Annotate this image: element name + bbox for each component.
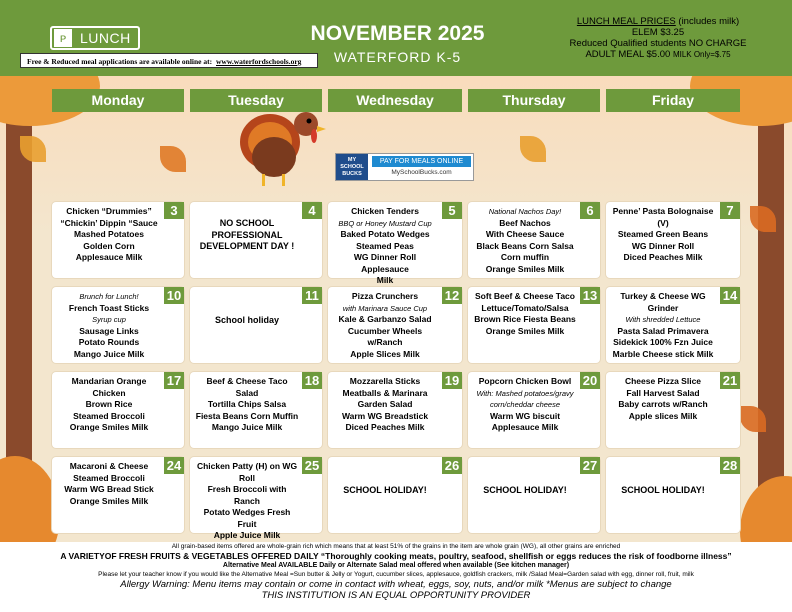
- footer-fruit-veg-note: A VARIETYOF FRESH FRUITS & VEGETABLES OFFERED DAILY “Thoroughly cooking meats, poultry, seafood, shellfish or eggs reduces the risk of foodborne illness”: [60, 551, 732, 561]
- menu-item-line: WG Dinner Roll Applesauce: [353, 252, 417, 274]
- header-banner: [0, 0, 792, 76]
- menu-item-line: Applesauce Milk: [75, 252, 143, 262]
- menu-items: [194, 315, 300, 327]
- menu-day-cell: [52, 457, 184, 533]
- day-number: 17: [164, 372, 184, 389]
- menu-item-line: Potato Rounds: [78, 337, 140, 347]
- menu-item-line: Cheese Pizza Slice: [624, 376, 702, 386]
- menu-item-line: Chicken “Drummies”: [66, 206, 152, 216]
- menu-item-line: WG Dinner Roll: [631, 240, 695, 251]
- day-number: 11: [302, 287, 322, 304]
- menu-items: [56, 461, 162, 507]
- prices-heading: LUNCH MEAL PRICES: [576, 16, 676, 27]
- menu-item-line: Popcorn Chicken Bowl: [478, 376, 572, 386]
- menu-item-line: With Cheese Sauce: [485, 229, 565, 239]
- menu-item-line: Mandarian Orange Chicken: [71, 376, 147, 398]
- menu-item-line: Lettuce/Tomato/Salsa: [481, 302, 569, 313]
- menu-item-line: Syrup cup: [92, 315, 126, 324]
- menu-items: [472, 376, 578, 434]
- day-number: 7: [720, 202, 740, 219]
- price-reduced: Reduced Qualified students NO CHARGE: [569, 38, 747, 49]
- menu-item-line: French Toast Sticks: [68, 302, 150, 313]
- menu-item-line: Fall Harvest Salad: [626, 387, 700, 398]
- menu-items: [472, 485, 578, 497]
- price-elem: ELEM $3.25: [631, 27, 685, 38]
- menu-item-line: Brown Rice Fiesta Beans: [474, 314, 576, 324]
- menu-items: [472, 291, 578, 337]
- myschoolbucks-site[interactable]: MySchoolBucks.com: [391, 169, 452, 176]
- fork-icon: ᴘ: [54, 29, 72, 47]
- day-header-thursday: Thursday: [468, 89, 600, 112]
- menu-item-line: BBQ or Honey Mustard Cup: [338, 218, 432, 228]
- menu-items: [194, 218, 300, 253]
- menu-items: [472, 206, 578, 275]
- menu-item-line: Applesauce Milk: [491, 422, 559, 432]
- menu-item-line: Soft Beef & Cheese Taco: [475, 291, 575, 301]
- menu-item-line: Orange Smiles Milk: [69, 495, 149, 506]
- menu-item-line: Steamed Green Beans: [617, 229, 709, 239]
- day-number: 24: [164, 457, 184, 474]
- menu-item-line: Apple Juice Milk: [213, 530, 281, 540]
- lunch-label: LUNCH: [80, 30, 131, 46]
- menu-item-line: Fiesta Beans Corn Muffin: [195, 410, 299, 421]
- menu-item-line: SCHOOL HOLIDAY!: [621, 485, 705, 495]
- menu-item-line: Black Beans Corn Salsa: [476, 240, 574, 251]
- menu-items: [56, 291, 162, 360]
- menu-day-cell: [52, 287, 184, 363]
- menu-item-line: Macaroni & Cheese: [69, 461, 149, 471]
- menu-item-line: Brunch for Lunch!: [79, 292, 139, 301]
- footer-equal-opportunity: THIS INSTITUTION IS AN EQUAL OPPORTUNITY PROVIDER: [261, 590, 531, 601]
- menu-item-line: With shredded Lettuce: [625, 315, 701, 324]
- menu-item-line: PROFESSIONAL: [211, 229, 283, 240]
- menu-day-cell: [52, 372, 184, 448]
- menu-item-line: Diced Peaches Milk: [345, 422, 425, 432]
- day-number: 28: [720, 457, 740, 474]
- menu-item-line: National Nachos Day!: [488, 207, 562, 216]
- menu-item-line: Brown Rice: [85, 399, 133, 409]
- menu-item-line: Steamed Peas: [356, 240, 414, 251]
- menu-item-line: Baked Potato Wedges: [340, 229, 430, 239]
- menu-item-line: Beef Nachos: [499, 217, 551, 228]
- menu-items: [332, 206, 438, 287]
- menu-item-line: Pizza Crunchers: [351, 291, 419, 301]
- day-number: 25: [302, 457, 322, 474]
- menu-item-line: “Chickin’ Dippin “Sauce: [60, 217, 158, 228]
- bush-right: [740, 476, 792, 552]
- meal-prices: [538, 16, 778, 60]
- menu-item-line: Baby carrots w/Ranch: [618, 399, 708, 409]
- menu-item-line: Mozzarella Sticks: [349, 376, 421, 386]
- menu-item-line: Warm WG Breadstick: [341, 410, 429, 421]
- bush-left: [0, 456, 60, 552]
- menu-day-cell: [328, 287, 462, 363]
- menu-items: [332, 485, 438, 497]
- menu-item-line: Cucumber Wheels w/Ranch: [347, 325, 423, 347]
- day-number: 14: [720, 287, 740, 304]
- menu-day-cell: [606, 457, 740, 533]
- footer-grain-note: All grain-based items offered are whole-grain rich which means that at least 51% of the grains in the item are whole grain (WG), all other grains are enriched: [171, 543, 621, 550]
- footer-allergy-warning: Allergy Warning: Menu items may contain or come in contact with wheat, eggs, soy, nuts, and/or milk *Menus are subject to change: [120, 579, 672, 590]
- turkey-icon: [232, 102, 327, 188]
- menu-day-cell: [468, 372, 600, 448]
- menu-item-line: Diced Peaches Milk: [623, 252, 703, 262]
- menu-items: [610, 485, 716, 497]
- menu-item-line: Turkey & Cheese WG Grinder: [620, 291, 706, 313]
- application-text: Free & Reduced meal applications are available online at:: [27, 57, 213, 66]
- menu-item-line: Potato Wedges Fresh Fruit: [203, 507, 291, 529]
- menu-day-cell: [190, 372, 322, 448]
- myschoolbucks-logo: MY SCHOOL BUCKS: [336, 154, 368, 180]
- menu-item-line: Penne’ Pasta Bolognaise (V): [612, 206, 714, 228]
- page-subtitle: WATERFORD K-5: [333, 49, 462, 65]
- day-number: 26: [442, 457, 462, 474]
- menu-day-cell: [328, 372, 462, 448]
- menu-item-line: Golden Corn: [83, 240, 135, 251]
- menu-item-line: With: Mashed potatoes/gravy: [476, 388, 574, 398]
- menu-item-line: Mashed Potatoes: [74, 229, 144, 239]
- page-title: NOVEMBER 2025: [310, 22, 485, 45]
- menu-item-line: Orange Smiles Milk: [485, 263, 565, 274]
- day-header-friday: Friday: [606, 89, 740, 112]
- menu-day-cell: [190, 202, 322, 278]
- menu-item-line: Tortilla Chips Salsa: [207, 399, 287, 409]
- menu-item-line: Milk: [376, 275, 394, 285]
- menu-item-line: Orange Smiles Milk: [69, 422, 149, 432]
- menu-item-line: Mango Juice Milk: [211, 422, 283, 432]
- application-notice: [20, 53, 318, 68]
- price-milk: MILK Only=$.75: [672, 50, 731, 59]
- menu-item-line: Steamed Broccoli: [73, 472, 145, 483]
- pay-online-label: PAY FOR MEALS ONLINE: [372, 156, 471, 167]
- menu-item-line: with Marinara Sauce Cup: [342, 303, 428, 313]
- day-number: 12: [442, 287, 462, 304]
- menu-item-line: Marble Cheese stick Milk: [612, 348, 714, 359]
- menu-day-cell: [52, 202, 184, 278]
- menu-items: [194, 461, 300, 542]
- day-number: 18: [302, 372, 322, 389]
- menu-day-cell: [190, 287, 322, 363]
- menu-item-line: NO SCHOOL: [219, 218, 275, 228]
- menu-item-line: Orange Smiles Milk: [485, 325, 565, 336]
- menu-day-cell: [468, 287, 600, 363]
- day-number: 27: [580, 457, 600, 474]
- menu-day-cell: [606, 287, 740, 363]
- menu-items: [610, 206, 716, 264]
- menu-item-line: Beef & Cheese Taco Salad: [206, 376, 288, 398]
- myschoolbucks-promo[interactable]: [335, 153, 474, 181]
- menu-item-line: Meatballs & Marinara: [342, 387, 428, 398]
- footer: [0, 542, 792, 612]
- menu-day-cell: [328, 457, 462, 533]
- menu-items: [194, 376, 300, 434]
- menu-item-line: SCHOOL HOLIDAY!: [483, 485, 567, 495]
- day-header-wednesday: Wednesday: [328, 89, 462, 112]
- prices-heading-suffix: (includes milk): [678, 16, 740, 27]
- menu-day-cell: [468, 202, 600, 278]
- day-number: 19: [442, 372, 462, 389]
- menu-item-line: Fresh Broccoli with Ranch: [207, 484, 287, 506]
- day-number: 20: [580, 372, 600, 389]
- menu-item-line: Warm WG Bread Stick: [64, 484, 154, 494]
- day-header-tuesday: Tuesday: [190, 89, 322, 112]
- day-number: 6: [580, 202, 600, 219]
- menu-item-line: Mango Juice Milk: [73, 348, 145, 359]
- menu-day-cell: [328, 202, 462, 285]
- lunch-badge: [50, 26, 140, 50]
- menu-items: [332, 376, 438, 434]
- menu-item-line: Steamed Broccoli: [73, 410, 145, 421]
- day-number: 10: [164, 287, 184, 304]
- menu-item-line: DEVELOPMENT DAY !: [199, 241, 295, 251]
- menu-item-line: Apple slices Milk: [628, 410, 698, 421]
- menu-item-line: corn/cheddar cheese: [489, 400, 561, 409]
- menu-items: [610, 376, 716, 422]
- menu-item-line: Garden Salad: [357, 399, 413, 409]
- menu-item-line: School holiday: [214, 315, 279, 325]
- menu-day-cell: [606, 202, 740, 278]
- price-adult: ADULT MEAL $5.00: [585, 49, 671, 60]
- application-link[interactable]: www.waterfordschools.org: [216, 57, 302, 66]
- menu-item-line: Kale & Garbanzo Salad: [338, 314, 432, 324]
- footer-alternative-meal: Alternative Meal AVAILABLE Daily or Alternate Salad meal offered when available (See kitchen manager): [222, 562, 570, 569]
- menu-day-cell: [190, 457, 322, 540]
- menu-item-line: Chicken Tenders: [351, 206, 419, 216]
- menu-day-cell: [606, 372, 740, 448]
- menu-item-line: Warm WG biscuit: [489, 410, 561, 421]
- menu-item-line: Sausage Links: [79, 325, 139, 336]
- menu-item-line: Chicken Patty (H) on WG Roll: [196, 461, 298, 483]
- footer-alternative-details: Please let your teacher know if you would like the Alternative Meal =Sun butter & Jelly or Yogurt, cucumber slices, applesauce, goldfish crackers, milk /Salad Meal=Garden salad with egg, dinner roll, fruit, milk: [98, 571, 694, 578]
- menu-items: [56, 376, 162, 434]
- day-header-monday: Monday: [52, 89, 184, 112]
- menu-item-line: Pasta Salad Primavera: [617, 325, 709, 336]
- menu-items: [56, 206, 162, 264]
- menu-items: [610, 291, 716, 360]
- day-number: 5: [442, 202, 462, 219]
- day-number: 3: [164, 202, 184, 219]
- menu-day-cell: [468, 457, 600, 533]
- day-number: 13: [580, 287, 600, 304]
- menu-item-line: Sidekick 100% Fzn Juice: [613, 337, 713, 347]
- menu-item-line: SCHOOL HOLIDAY!: [343, 485, 427, 495]
- menu-items: [332, 291, 438, 360]
- day-number: 21: [720, 372, 740, 389]
- menu-item-line: Corn muffin: [500, 252, 550, 262]
- day-number: 4: [302, 202, 322, 219]
- menu-item-line: Apple Slices Milk: [350, 348, 420, 359]
